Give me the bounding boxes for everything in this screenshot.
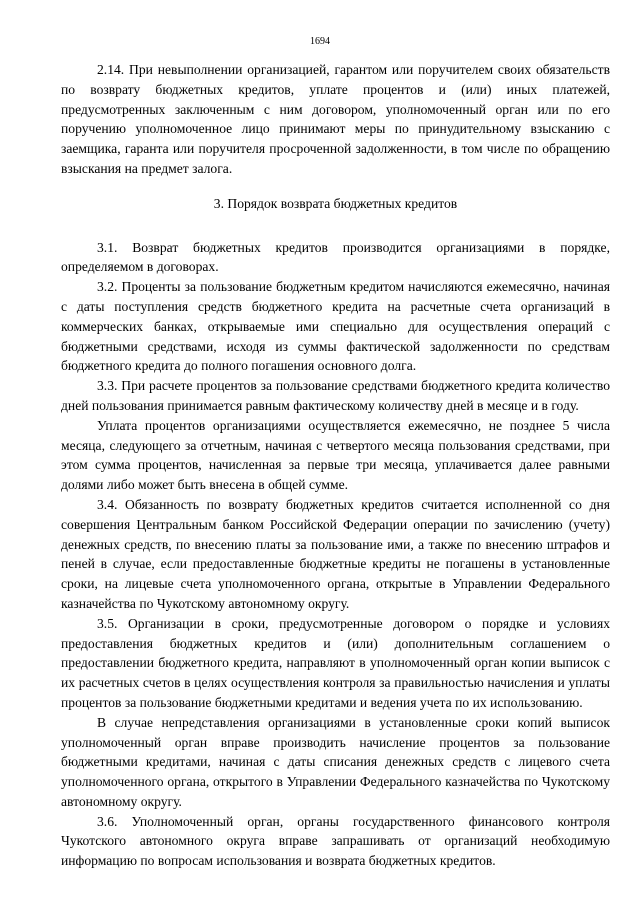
paragraph-3-5-non-submission: В случае непредставления организациями в установленные сроки копий выписок уполномоченный орган вправе производить начисление процентов за пользование бюджетными кредитами, начиная с даты списания денежных средств с лицевого счета уполномоченного органа, открытого в Управлении Федерального казначейства по Чукотскому автономному округу. <box>61 714 610 809</box>
paragraph-3-1: 3.1. Возврат бюджетных кредитов производится организациями в порядке, определяемом в договорах. <box>61 239 610 275</box>
paragraph-3-2: 3.2. Проценты за пользование бюджетным кредитом начисляются ежемесячно, начиная с даты поступления средств бюджетного кредита на расчетные счета организаций в коммерческих банках, открываемые ими специально для осуществления операций с бюджетными средствами, исходя из суммы фактической задолженности по средствам бюджетного кредита до полного погашения основного долга. <box>61 279 610 374</box>
paragraph-3-3-interest-payment: Уплата процентов организациями осуществляется ежемесячно, не позднее 5 числа месяца, следующего за отчетным, начиная с четвертого месяца пользования средствами, при этом сумма процентов, начисленная за первые три месяца, уплачивается далее равными долями либо может быть внесена в общей сумме. <box>61 417 610 493</box>
page-number: 1694 <box>310 36 330 47</box>
paragraph-3-4: 3.4. Обязанность по возврату бюджетных кредитов считается исполненной со дня совершения Центральным банком Российской Федерации операции по зачислению (учету) денежных средств, по внесению платы за пользование ими, а также по внесению штрафов и пеней в случае, если предоставленные бюджетные кредиты не погашены в установленные сроки, на лицевые счета уполномоченного органа, открытые в Управлении Федерального казначейства по Чукотскому автономному округу. <box>61 496 610 611</box>
paragraph-2-14: 2.14. При невыполнении организацией, гарантом или поручителем своих обязательств по возврату бюджетных кредитов, уплате процентов и (или) иных платежей, предусмотренных заключенным с ним договором, уполномоченный орган или по его поручению уполномоченное лицо принимают меры по принудительному взысканию с заемщика, гаранта или поручителя просроченной задолженности, в том числе по обращению взыскания на предмет залога. <box>61 62 610 176</box>
paragraph-3-3: 3.3. При расчете процентов за пользование средствами бюджетного кредита количество дней пользования принимается равным фактическому количеству дней в месяце и в году. <box>61 378 610 413</box>
document-body <box>61 60 610 871</box>
section-3-heading: 3. Порядок возврата бюджетных кредитов <box>213 195 458 211</box>
paragraph-3-5: 3.5. Организации в сроки, предусмотренные договором о порядке и условиях предоставления бюджетных кредитов и (или) дополнительным соглашением о предоставлении бюджетного кредита, направляют в уполномоченный орган копии выписок с их расчетных счетов в целях осуществления контроля за правильностью начисления и уплаты процентов за пользование бюджетными кредитами и ведения учета по их использованию. <box>61 615 610 710</box>
paragraph-3-6: 3.6. Уполномоченный орган, органы государственного финансового контроля Чукотского автономного округа вправе запрашивать от организаций необходимую информацию по вопросам использования и возврата бюджетных кредитов. <box>61 813 610 869</box>
